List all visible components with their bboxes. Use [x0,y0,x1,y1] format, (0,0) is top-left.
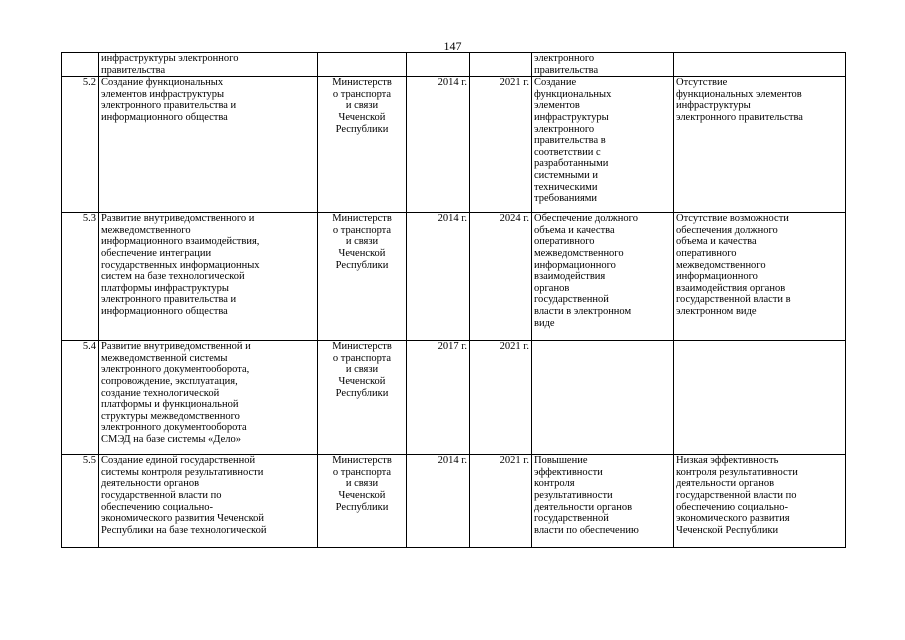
expected-result: Повышение эффективности контроля результативности деятельности органов государственной власти по обеспечению [534,455,639,536]
row-number-cell [62,213,99,341]
table-row [62,53,846,77]
table-row [62,213,846,341]
row-number-cell [62,341,99,455]
page-number: 147 [443,39,462,53]
measure-name: Создание единой государственной системы контроля результативности деятельности органов государственной власти по обеспечению социально- экономического развития Чеченской Республики на базе технологической [101,455,267,536]
table-row [62,455,846,548]
measure-name: инфраструктуры электронного правительства [101,53,239,76]
row-number: 5.3 [82,213,96,225]
start-year: 2014 г. [437,455,467,467]
measure-name-cell [99,77,318,213]
start-year-cell [407,213,470,341]
expected-result-cell [532,341,674,455]
start-year-cell [407,77,470,213]
expected-result: электронного правительства [534,53,599,76]
measure-name-cell [99,341,318,455]
non-implementation-consequence-cell [674,53,846,77]
measure-name: Создание функциональных элементов инфраструктуры электронного правительства и информационного общества [101,77,237,123]
measure-name-cell [99,213,318,341]
non-implementation-consequence-cell [674,213,846,341]
expected-result: Обеспечение должного объема и качества оперативного межведомственного информационного взаимодействия органов государственной власти в электронном виде [534,213,638,329]
responsible-executor: Министерств о транспорта и связи Чеченской Республики [332,213,392,271]
start-year-cell [407,53,470,77]
responsible-executor: Министерств о транспорта и связи Чеченской Республики [332,77,392,135]
start-year: 2014 г. [437,213,467,225]
end-year-cell [470,455,532,548]
expected-result-cell [532,455,674,548]
measure-name-cell [99,455,318,548]
non-implementation-consequence: Низкая эффективность контроля результативности деятельности органов государственной власти по обеспечению социально- экономического развития Чеченской Республики [676,455,798,536]
expected-result-cell [532,77,674,213]
start-year: 2017 г. [437,341,467,353]
end-year-cell [470,213,532,341]
start-year: 2014 г. [437,77,467,89]
table-row [62,341,846,455]
end-year-cell [470,341,532,455]
row-number-cell [62,455,99,548]
responsible-executor-cell [318,77,407,213]
expected-result-cell [532,53,674,77]
non-implementation-consequence-cell [674,455,846,548]
expected-result-cell [532,213,674,341]
measure-name: Развитие внутриведомственного и межведомственного информационного взаимодействия, обеспечение интеграции государственных информационных систем на базе технологической платформы инфраструктуры электронного правительства и информационного общества [101,213,260,317]
start-year-cell [407,341,470,455]
end-year-cell [470,53,532,77]
measure-name-cell [99,53,318,77]
non-implementation-consequence-cell [674,341,846,455]
expected-result: Создание функциональных элементов инфраструктуры электронного правительства в соответствии с разработанными системными и техническими требованиями [534,77,612,205]
row-number: 5.5 [82,455,96,467]
row-number-cell [62,53,99,77]
row-number: 5.2 [82,77,96,89]
start-year-cell [407,455,470,548]
responsible-executor: Министерств о транспорта и связи Чеченской Республики [332,455,392,513]
non-implementation-consequence: Отсутствие возможности обеспечения должного объема и качества оперативного межведомственного информационного взаимодействия органов государственной власти в электронном виде [676,213,791,317]
responsible-executor-cell [318,341,407,455]
responsible-executor-cell [318,213,407,341]
row-number: 5.4 [82,341,96,353]
responsible-executor-cell [318,53,407,77]
responsible-executor-cell [318,455,407,548]
non-implementation-consequence-cell [674,77,846,213]
end-year-cell [470,77,532,213]
end-year: 2021 г. [499,341,529,353]
program-table [61,52,846,548]
measure-name: Развитие внутриведомственной и межведомственной системы электронного документооборота, сопровождение, эксплуатация, создание технологической платформы и функциональной структуры межведомственного электронного документооборота СМЭД на базе системы «Дело» [101,341,251,445]
end-year: 2024 г. [499,213,529,225]
row-number-cell [62,77,99,213]
table-row [62,77,846,213]
end-year: 2021 г. [499,455,529,467]
end-year: 2021 г. [499,77,529,89]
responsible-executor: Министерств о транспорта и связи Чеченской Республики [332,341,392,399]
non-implementation-consequence: Отсутствие функциональных элементов инфраструктуры электронного правительства [676,77,803,123]
